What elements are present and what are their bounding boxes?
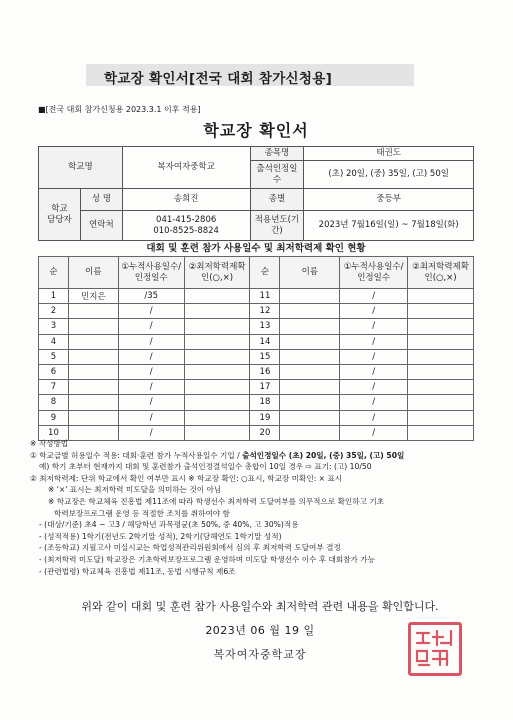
row-number-2: 15 — [250, 349, 280, 364]
row-min-check-2 — [408, 304, 474, 319]
row-number: 5 — [39, 349, 69, 364]
event-value: 태권도 — [304, 147, 474, 161]
table-row — [39, 380, 474, 395]
phone-2: 010-8525-8824 — [153, 225, 219, 236]
row-min-check-2 — [408, 395, 474, 410]
row-min-check-2 — [408, 364, 474, 379]
school-name: 복자여자중학교 — [122, 147, 250, 189]
row-min-check-2 — [408, 289, 474, 304]
days-label: 출석인정일수 — [250, 161, 304, 189]
header-min: ②최저학력제확인(○,×) — [184, 257, 250, 289]
row-number: 1 — [39, 289, 69, 304]
row-number-2: 20 — [250, 425, 280, 440]
row-number-2: 11 — [250, 289, 280, 304]
row-name-2 — [280, 304, 340, 319]
days-value: (초) 20일, (중) 35일, (고) 50일 — [304, 161, 474, 189]
row-days-2: / — [340, 319, 408, 334]
bullet-4: - (최저학력 미도달) 학교장은 기초학력보장프로그램 운영하며 미도달 학생선수 이수 후 대회참가 가능 — [39, 554, 375, 564]
row-days: / — [118, 319, 184, 334]
header-min-2: ②최저학력제확인(○,×) — [408, 257, 474, 289]
note-1-text: ① 학교급별 허용일수 적용: 대회·훈련 참가 누적사용일수 기입 / — [30, 450, 243, 460]
note-1-bold: 출석인정일수 (초) 20일, (중) 35일, (고) 50일 — [242, 450, 405, 460]
row-days-2: / — [340, 304, 408, 319]
row-days-2: / — [340, 349, 408, 364]
phone-1: 041-415-2806 — [156, 214, 217, 225]
row-min-check — [184, 319, 250, 334]
header-name-2: 이름 — [280, 257, 340, 289]
phone-values — [122, 211, 250, 241]
row-name — [68, 395, 118, 410]
bullet-5: - (관련법령) 학교체육 진흥법 제11조, 동법 시행규칙 제6조 — [39, 566, 236, 576]
row-days: / — [118, 410, 184, 425]
row-name — [68, 334, 118, 349]
row-name-2 — [280, 289, 340, 304]
contact-label — [39, 189, 81, 241]
row-number: 3 — [39, 319, 69, 334]
phone-label: 연락처 — [80, 211, 122, 241]
seal-icon — [411, 625, 459, 673]
row-min-check — [184, 364, 250, 379]
event-label: 종목명 — [250, 147, 304, 161]
row-name — [68, 410, 118, 425]
row-min-check-2 — [408, 410, 474, 425]
row-days-2: / — [340, 395, 408, 410]
row-name — [68, 304, 118, 319]
header-days-2: ①누적사용일수/인정일수 — [340, 257, 408, 289]
issuer-name: 복자여자중학교장 — [213, 648, 307, 661]
banner-title: 학교장 확인서[전국 대회 참가신청용] — [104, 71, 333, 87]
row-name — [68, 364, 118, 379]
row-days: / — [118, 334, 184, 349]
row-min-check-2 — [408, 334, 474, 349]
row-min-check-2 — [408, 380, 474, 395]
row-number-2: 19 — [250, 410, 280, 425]
status-title: 대회 및 훈련 참가 사용일수 및 최저학력제 확인 현황 — [146, 243, 366, 254]
name-label: 성 명 — [80, 189, 122, 211]
header-days: ①누적사용일수/인정일수 — [118, 257, 184, 289]
row-name-2 — [280, 334, 340, 349]
row-days: / — [118, 349, 184, 364]
row-number: 4 — [39, 334, 69, 349]
name-value: 송희진 — [122, 189, 250, 211]
bullet-1: - (대상/기준) 초4 ~ 고3 / 해당학년 과목평균(초 50%, 중 40%, 고 30%)적용 — [39, 520, 299, 530]
school-info-table — [38, 146, 474, 241]
row-name — [68, 380, 118, 395]
table-row — [39, 304, 474, 319]
row-min-check-2 — [408, 349, 474, 364]
row-number-2: 14 — [250, 334, 280, 349]
row-number: 7 — [39, 380, 69, 395]
note-2: ② 최저학력제: 단위 학교에서 확인 여부만 표시 ※ 학교장 확인: ○표시, 학교장 미확인: × 표시 — [30, 473, 343, 483]
row-number: 6 — [39, 364, 69, 379]
row-days: / — [118, 364, 184, 379]
row-number: 2 — [39, 304, 69, 319]
row-days-2: / — [340, 364, 408, 379]
row-min-check — [184, 289, 250, 304]
school-label: 학교명 — [39, 147, 123, 189]
row-name-2 — [280, 380, 340, 395]
table-row — [39, 334, 474, 349]
table-row — [39, 395, 474, 410]
notes-heading: ※ 작성방법 — [30, 439, 69, 448]
header-no-2: 순 — [250, 257, 280, 289]
row-name — [68, 349, 118, 364]
row-number-2: 13 — [250, 319, 280, 334]
type-value: 중등부 — [304, 189, 474, 211]
period-label: 적용년도(기간) — [250, 211, 304, 241]
row-number: 10 — [39, 425, 69, 440]
row-days-2: / — [340, 425, 408, 440]
row-days-2: / — [340, 289, 408, 304]
row-name-2 — [280, 349, 340, 364]
row-name — [68, 319, 118, 334]
applicable-note: ■[전국 대회 참가신청용 2023.3.1 이후 적용] — [38, 105, 201, 114]
note-2-sub-2: ※ 학교장은 학교체육 진흥법 제11조에 따라 학생선수 최저학력 도달여부를 의무적으로 확인하고 기초 — [48, 496, 384, 506]
instructions — [30, 438, 490, 577]
header-name: 이름 — [68, 257, 118, 289]
note-1 — [30, 450, 490, 462]
period-value: 2023년 7월16일(일) ~ 7월18일(화) — [304, 211, 474, 241]
contact-label-line2: 담당자 — [47, 214, 72, 225]
row-number-2: 17 — [250, 380, 280, 395]
confirmation-statement: 위와 같이 대회 및 훈련 참가 사용일수와 최저학력 관련 내용을 확인합니다. — [81, 600, 439, 613]
note-2-sub-1: ※ '×' 표시는 최저학력 미도달을 의미하는 것이 아님 — [48, 485, 222, 495]
row-days: / — [118, 425, 184, 440]
row-days: /35 — [118, 289, 184, 304]
row-days-2: / — [340, 334, 408, 349]
type-label: 종별 — [250, 189, 304, 211]
contact-label-line1: 학교 — [51, 203, 68, 214]
issue-date: 2023년 06 월 19 일 — [205, 624, 315, 637]
row-number-2: 18 — [250, 395, 280, 410]
row-min-check-2 — [408, 319, 474, 334]
row-number-2: 16 — [250, 364, 280, 379]
bullet-3: - (조등학교) 지필고사 미실시교는 학업성적관리위원회에서 심의 후 최저학력 도달여부 결정 — [39, 543, 341, 553]
row-name-2 — [280, 410, 340, 425]
row-days-2: / — [340, 380, 408, 395]
school-seal-stamp — [408, 622, 462, 676]
table-row — [39, 319, 474, 334]
note-1-example: 예) 학기 초부터 현재까지 대회 및 훈련참가 출석인정결석일수 총합이 10일 경우 ⇨ 표기: (고) 10/50 — [39, 462, 372, 472]
row-min-check — [184, 304, 250, 319]
table-row — [39, 349, 474, 364]
status-rows — [39, 289, 474, 441]
row-min-check — [184, 380, 250, 395]
row-name-2 — [280, 364, 340, 379]
header-no: 순 — [39, 257, 69, 289]
row-name: 민지은 — [68, 289, 118, 304]
table-row — [39, 289, 474, 304]
status-table — [38, 256, 474, 441]
bullet-2: - (성적적용) 1학기(전년도 2학기말 성적), 2학기(당해연도 1학기말 성적) — [39, 531, 282, 541]
row-min-check — [184, 334, 250, 349]
row-min-check — [184, 395, 250, 410]
row-days-2: / — [340, 410, 408, 425]
row-days: / — [118, 380, 184, 395]
row-number-2: 12 — [250, 304, 280, 319]
row-name-2 — [280, 319, 340, 334]
row-name-2 — [280, 395, 340, 410]
row-min-check — [184, 410, 250, 425]
row-min-check — [184, 349, 250, 364]
page-title: 학교장 확인서 — [203, 121, 309, 140]
table-row — [39, 410, 474, 425]
row-number: 8 — [39, 395, 69, 410]
table-row — [39, 364, 474, 379]
row-days: / — [118, 395, 184, 410]
row-number: 9 — [39, 410, 69, 425]
note-2-sub-3: 학력보장프로그램 운영 등 적절한 조치를 취하여야 함 — [54, 508, 230, 518]
row-days: / — [118, 304, 184, 319]
